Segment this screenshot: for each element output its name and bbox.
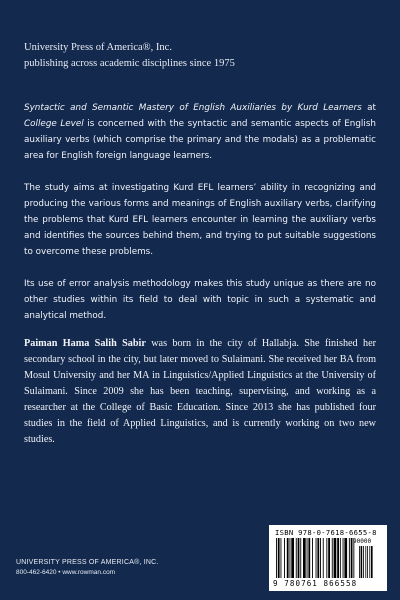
- barcode-panel: [269, 525, 387, 591]
- author-bio-text: was born in the city of Hallabja. She finished her secondary school in the city, but later moved to Sulaimani. She received her BA from Mosul University and her MA in Linguistics/Applied Linguistics at the University of Sulaimani. Since 2009 she has been teaching, supervising, and working as a researcher at the College of Basic Education. Since 2013 she has published four studies in the field of Applied Linguistics, and is currently working on two new studies.: [24, 338, 376, 445]
- publisher-name: University Press of America®, Inc.: [24, 42, 172, 53]
- publisher-footer: [16, 558, 159, 578]
- price-code: 90000: [353, 538, 372, 545]
- publisher-tagline: publishing across academic disciplines since 1975: [24, 58, 235, 69]
- book-title-level: College Level: [24, 119, 84, 129]
- description-paragraph-1-rest: is concerned with the syntactic and semantic aspects of English auxiliary verbs (which comprise the primary and the modals) as a problematic area for English foreign language learners.: [24, 119, 376, 161]
- footer-contact: 800-462-6420 • www.rowman.com: [16, 569, 116, 576]
- author-name: Paiman Hama Salih Sabir: [24, 338, 146, 349]
- description-paragraph-2: The study aims at investigating Kurd EFL learners’ ability in recognizing and producing the various forms and meanings of English auxiliary verbs, clarifying the problems that Kurd EFL learners encounter in learning the auxiliary verbs and identifies the sources behind them, and trying to put suitable suggestions to overcome these problems.: [24, 183, 376, 257]
- description-paragraph-3: Its use of error analysis methodology makes this study unique as there are no other studies within its field to deal with topic in such a systematic and analytical method.: [24, 279, 376, 321]
- book-title: Syntactic and Semantic Mastery of English Auxiliaries by Kurd Learners: [24, 103, 362, 113]
- isbn-number: ISBN 978-0-7618-6655-8: [275, 528, 377, 537]
- author-bio: [24, 336, 376, 448]
- footer-publisher-name: UNIVERSITY PRESS OF AMERICA®, INC.: [16, 559, 159, 566]
- title-connector: at: [361, 103, 376, 113]
- publisher-header: [24, 40, 235, 72]
- description-paragraph-1: [24, 100, 376, 164]
- barcode-digits: 9 780761 866558: [273, 579, 358, 588]
- book-description: [24, 100, 376, 340]
